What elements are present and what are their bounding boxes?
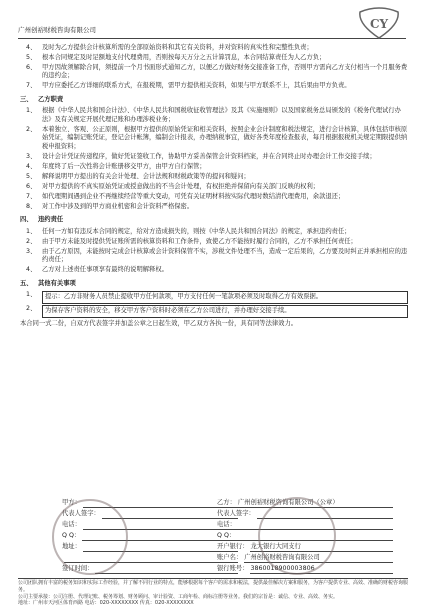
signature-field-label: 代表人签字： <box>62 510 100 517</box>
party-b-stamp-icon <box>258 497 336 575</box>
party-a-stamp-icon <box>52 499 128 575</box>
clause-text: 设计会计凭证传递程序，做好凭证签收工作，协助甲方妥善保管会计资料档案，并在合同终止时办理会计工作交接手续； <box>42 152 376 160</box>
clause-item <box>20 44 408 53</box>
clause-number: 5、 <box>26 53 37 61</box>
clause-text: 根据《中华人民共和国会计法》、《中华人民共和国税收征收管理法》及其《实施细则》以及国家税务总局颁发的《税务代理试行办法》及有关规定开展代理记账和办理涉税业务； <box>42 107 401 123</box>
clause-number: 1、 <box>26 291 37 298</box>
clause-item <box>20 203 408 212</box>
clause-text: 根本合同规定及时足额地支付代理费用，否则按每天万分之五计算罚息，本合同结算责任为人乙方负； <box>42 53 326 61</box>
clause-text: 对工作中涉及到的甲方商业机密和会计资料严格保密。 <box>42 202 194 210</box>
clause-item <box>20 305 408 318</box>
closing-statement: 本合同一式二份，自双方代表签字并加盖公章之日起生效，甲乙双方各执一份，具有同等法律效力。 <box>20 319 298 327</box>
svg-text:CY: CY <box>369 17 389 31</box>
clause-number: 2、 <box>26 237 37 245</box>
clause-number: 5、 <box>26 172 37 180</box>
section-three-heading: 三、 乙方职责 <box>20 95 64 103</box>
signature-field-label: 账户名： <box>217 554 243 561</box>
clause-text: 为保存客户资料的安全，移交甲方客户资料时必须在乙方公司进行，并办理好交接手续。 <box>42 305 408 318</box>
clause-number: 8、 <box>26 202 37 210</box>
clause-number: 7、 <box>26 82 37 89</box>
clause-text: 及时为乙方提供会计核算所需的全部原始资料和其它有关资料，并对资料的真实性和完整性负责； <box>42 43 313 51</box>
clause-number: 6、 <box>26 182 37 190</box>
signature-field-label: 开户银行： <box>217 543 249 550</box>
clause-item <box>20 126 408 152</box>
section-five-items <box>20 291 408 318</box>
footer-line-3: 地址：广州市天河区体育西路 电话：020-XXXXXXXX 传真：020-XXXXXXXX <box>18 600 194 607</box>
signature-field-label: 甲方： <box>62 499 81 506</box>
section-five-heading: 五、 其他有关事项 <box>20 279 76 287</box>
clause-text: 解释说明甲方提出的有关会计处理、会计法规和财税政策等的提问和疑问； <box>42 172 250 180</box>
signature-field-label: 代表人签字： <box>217 510 255 517</box>
signature-field-label: 地址： <box>62 543 81 550</box>
clause-text: 提示：乙方非财务人员禁止提收甲方任何款项，甲方支付任何一笔款项必须及时取得乙方有效票据。 <box>42 291 408 304</box>
signature-field-label: Q Q： <box>62 532 81 539</box>
clause-item <box>20 183 408 192</box>
signature-field-value: 龙大银行大同支行 <box>250 543 393 552</box>
clause-item <box>20 107 408 124</box>
clause-text: 对甲方提供的不真实原始凭证或授意做出的不当会计处理，有权拒绝并保留向有关部门反映的权利； <box>42 182 320 190</box>
clause-item <box>20 173 408 182</box>
clause-text: 甲方应委托乙方详细的联系方式，在报税期，需甲方提供相关资料，如果与甲方联系不上，其后果由甲方负责。 <box>42 82 351 89</box>
clause-text: 年度终了后一次性将会计账册移交甲方，由甲方自行保管； <box>42 162 206 170</box>
clause-text: 乙方对上述责任事项享有最终的说明解释权。 <box>42 266 168 273</box>
signature-field-label: 电话： <box>62 521 81 528</box>
signature-field-value: 3860018900003806 <box>250 565 393 574</box>
footer <box>18 578 408 607</box>
clause-text: 如代理期间遇到企业不再继续经营等重大变动，可凭有关证明材料按实际代理时数结清代理费用，余款退还； <box>42 192 345 200</box>
clause-number: 4、 <box>26 266 37 273</box>
section-four-heading: 四、 违约责任 <box>20 216 64 223</box>
footer-line-1: 公司团队拥有丰富的税务知识和实际工作经验，并了解不同行业的特点，能够根据每个客户的需求和税法，提供最佳解决方案和服务，为客户提供专业、高效、准确的财税咨询服务。 <box>18 580 409 593</box>
clause-text: 甲方因故须解除合同，须提前一个月书面形式通知乙方，以便乙方做好财务交接准备工作，否则甲方需向乙方支付相当一个月服务费的违约金； <box>42 63 408 79</box>
footer-divider <box>18 578 408 579</box>
clause-item <box>20 64 408 81</box>
header-divider <box>18 38 406 39</box>
clause-number: 1、 <box>26 107 37 114</box>
clause-number: 1、 <box>26 227 37 235</box>
clause-item <box>20 163 408 172</box>
clause-item <box>20 54 408 63</box>
clause-item <box>20 193 408 202</box>
clause-number: 4、 <box>26 43 37 51</box>
clause-item <box>20 266 408 275</box>
signature-field-label: 乙方： <box>217 499 236 506</box>
footer-line-2: 公司主要承接：公司注册、代理记账、税务筹划、财务顾问、审计验资、工商年检、商标注册等业务。我们的宗旨是：诚信、专业、高效、务实。 <box>18 593 339 600</box>
signature-block <box>22 499 408 579</box>
clause-number: 3、 <box>26 247 37 255</box>
clause-number: 3、 <box>26 152 37 160</box>
section-three-items <box>20 107 408 211</box>
signature-field-label: 电话： <box>217 521 236 528</box>
clause-text: 本着独立、客观、公正原则，根据甲方提供的原始凭证和相关资料，按照企业会计制度和税法规定，进行会计核算，具体包括审核原始凭证，编制记账凭证，登记会计帐簿，编制会计报表，办理纳税事宜，做好各类年度检查报表，每月根据报税机关规定期限提供纳税申报资料； <box>42 125 408 150</box>
signature-field-value: 广州创裕财税咨询有限公司 <box>244 554 393 563</box>
section-four-items <box>20 228 408 275</box>
clause-item <box>20 153 408 162</box>
clause-item <box>20 291 408 304</box>
signature-field-value: 广州创裕财税咨询有限公司（公章） <box>238 499 393 508</box>
clause-text: 由于乙方原因，未能按时完成会计核算或会计资料保管不实，涉税文件处理不当，造成一定后果的，乙方要及时纠正并承担相应的违约责任； <box>42 247 408 263</box>
signature-field-label: 银行账号： <box>217 565 249 572</box>
clause-number: 7、 <box>26 192 37 200</box>
clause-item <box>20 238 408 247</box>
clause-item <box>20 248 408 265</box>
clause-number: 2、 <box>26 305 37 312</box>
contract-body <box>20 42 408 328</box>
signature-field-label: 签订时间： <box>62 565 94 572</box>
clause-item <box>20 82 408 91</box>
clause-number: 4、 <box>26 162 37 170</box>
clause-number: 2、 <box>26 125 37 133</box>
company-logo-icon <box>356 6 402 40</box>
header-company: 广州创裕财税咨询有限公司 <box>18 26 96 34</box>
clause-item <box>20 228 408 237</box>
signature-field-label: Q Q： <box>217 532 236 539</box>
clause-text: 任何一方如有违反本合同的规定，给对方造成损失的，则按《中华人民共和国合同法》的规定，承担违约责任； <box>42 227 351 235</box>
clause-text: 由于甲方未能及时提供凭证账所需的核算资料和工作条件，致使乙方不能按时履行合同的，乙方不承担任何责任； <box>42 237 357 245</box>
clause-number: 6、 <box>26 63 37 71</box>
section-two-tail <box>20 44 408 91</box>
